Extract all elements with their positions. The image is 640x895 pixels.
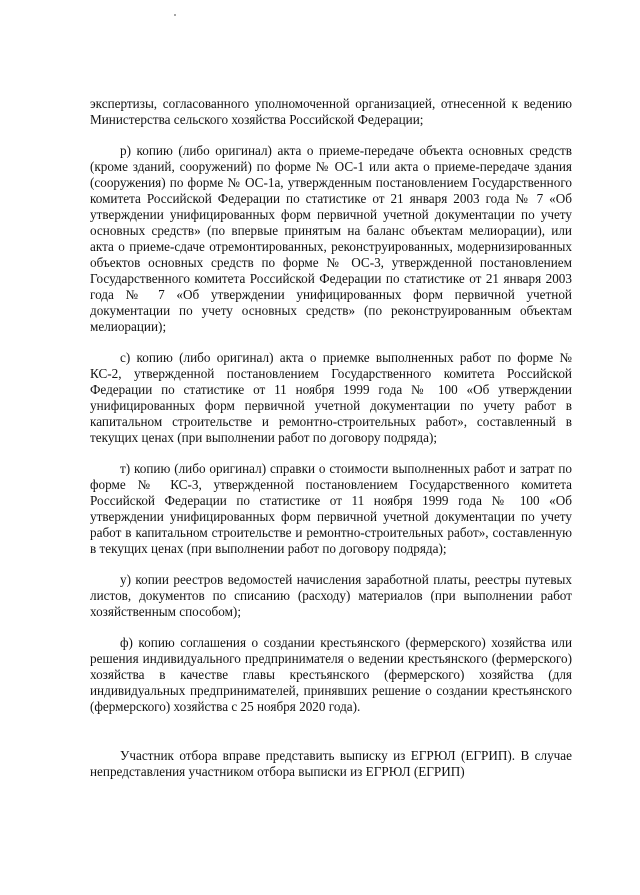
scan-artifact — [174, 14, 176, 16]
paragraph-item-f: ф) копию соглашения о создании крестьянского (фермерского) хозяйства или решения индивидуального предпринимателя о ведении крестьянского (фермерского) хозяйства в качестве главы крестьянского (фермерского) хозяйства (для индивидуальных предпринимателей, принявших решение о создании крестьянского (фермерского) хозяйства с 25 ноября 2020 года). — [90, 635, 572, 714]
paragraph-item-s: с) копию (либо оригинал) акта о приемке выполненных работ по форме № КС-2, утвержденной постановлением Государственного комитета Российской Федерации по статистике от 11 ноября 1999 года № 100 «Об утверждении унифицированных форм первичной учетной документации по учету работ в капитальном строительстве и ремонтно-строительных работ», составленный в текущих ценах (при выполнении работ по договору подряда); — [90, 350, 572, 445]
paragraph-item-t: т) копию (либо оригинал) справки о стоимости выполненных работ и затрат по форме № КС-3, утвержденной постановлением Государственного комитета Российской Федерации по статистике от 11 ноября 1999 года № 100 «Об утверждении унифицированных форм первичной учетной документации по учету работ в капитальном строительстве и ремонтно-строительных работ», составленную в текущих ценах (при выполнении работ по договору подряда); — [90, 461, 572, 556]
paragraph-participant-rights: Участник отбора вправе представить выписку из ЕГРЮЛ (ЕГРИП). В случае непредставления участником отбора выписки из ЕГРЮЛ (ЕГРИП) — [90, 748, 572, 779]
paragraph-item-u: у) копии реестров ведомостей начисления заработной платы, реестры путевых листов, документов по списанию (расходу) материалов (при выполнении работ хозяйственным способом); — [90, 572, 572, 619]
paragraph-item-r: р) копию (либо оригинал) акта о приеме-передаче объекта основных средств (кроме зданий, сооружений) по форме № ОС-1 или акта о приеме-передаче здания (сооружения) по форме № ОС-1а, утвержденным постановлением Государственного комитета Российской Федерации по статистике от 21 января 2003 года № 7 «Об утверждении унифицированных форм первичной учетной документации по учету основных средств» (по впервые принятым на баланс объектам мелиорации), или акта о приеме-сдаче отремонтированных, реконструированных, модернизированных объектов основных средств по форме № ОС-3, утвержденной постановлением Государственного комитета Российской Федерации по статистике от 21 января 2003 года № 7 «Об утверждении унифицированных форм первичной учетной документации по учету основных средств» (по реконструированным объектам мелиорации); — [90, 143, 572, 334]
document-body — [90, 96, 572, 780]
paragraph-continuation: экспертизы, согласованного уполномоченной организацией, отнесенной к ведению Министерства сельского хозяйства Российской Федерации; — [90, 96, 572, 127]
